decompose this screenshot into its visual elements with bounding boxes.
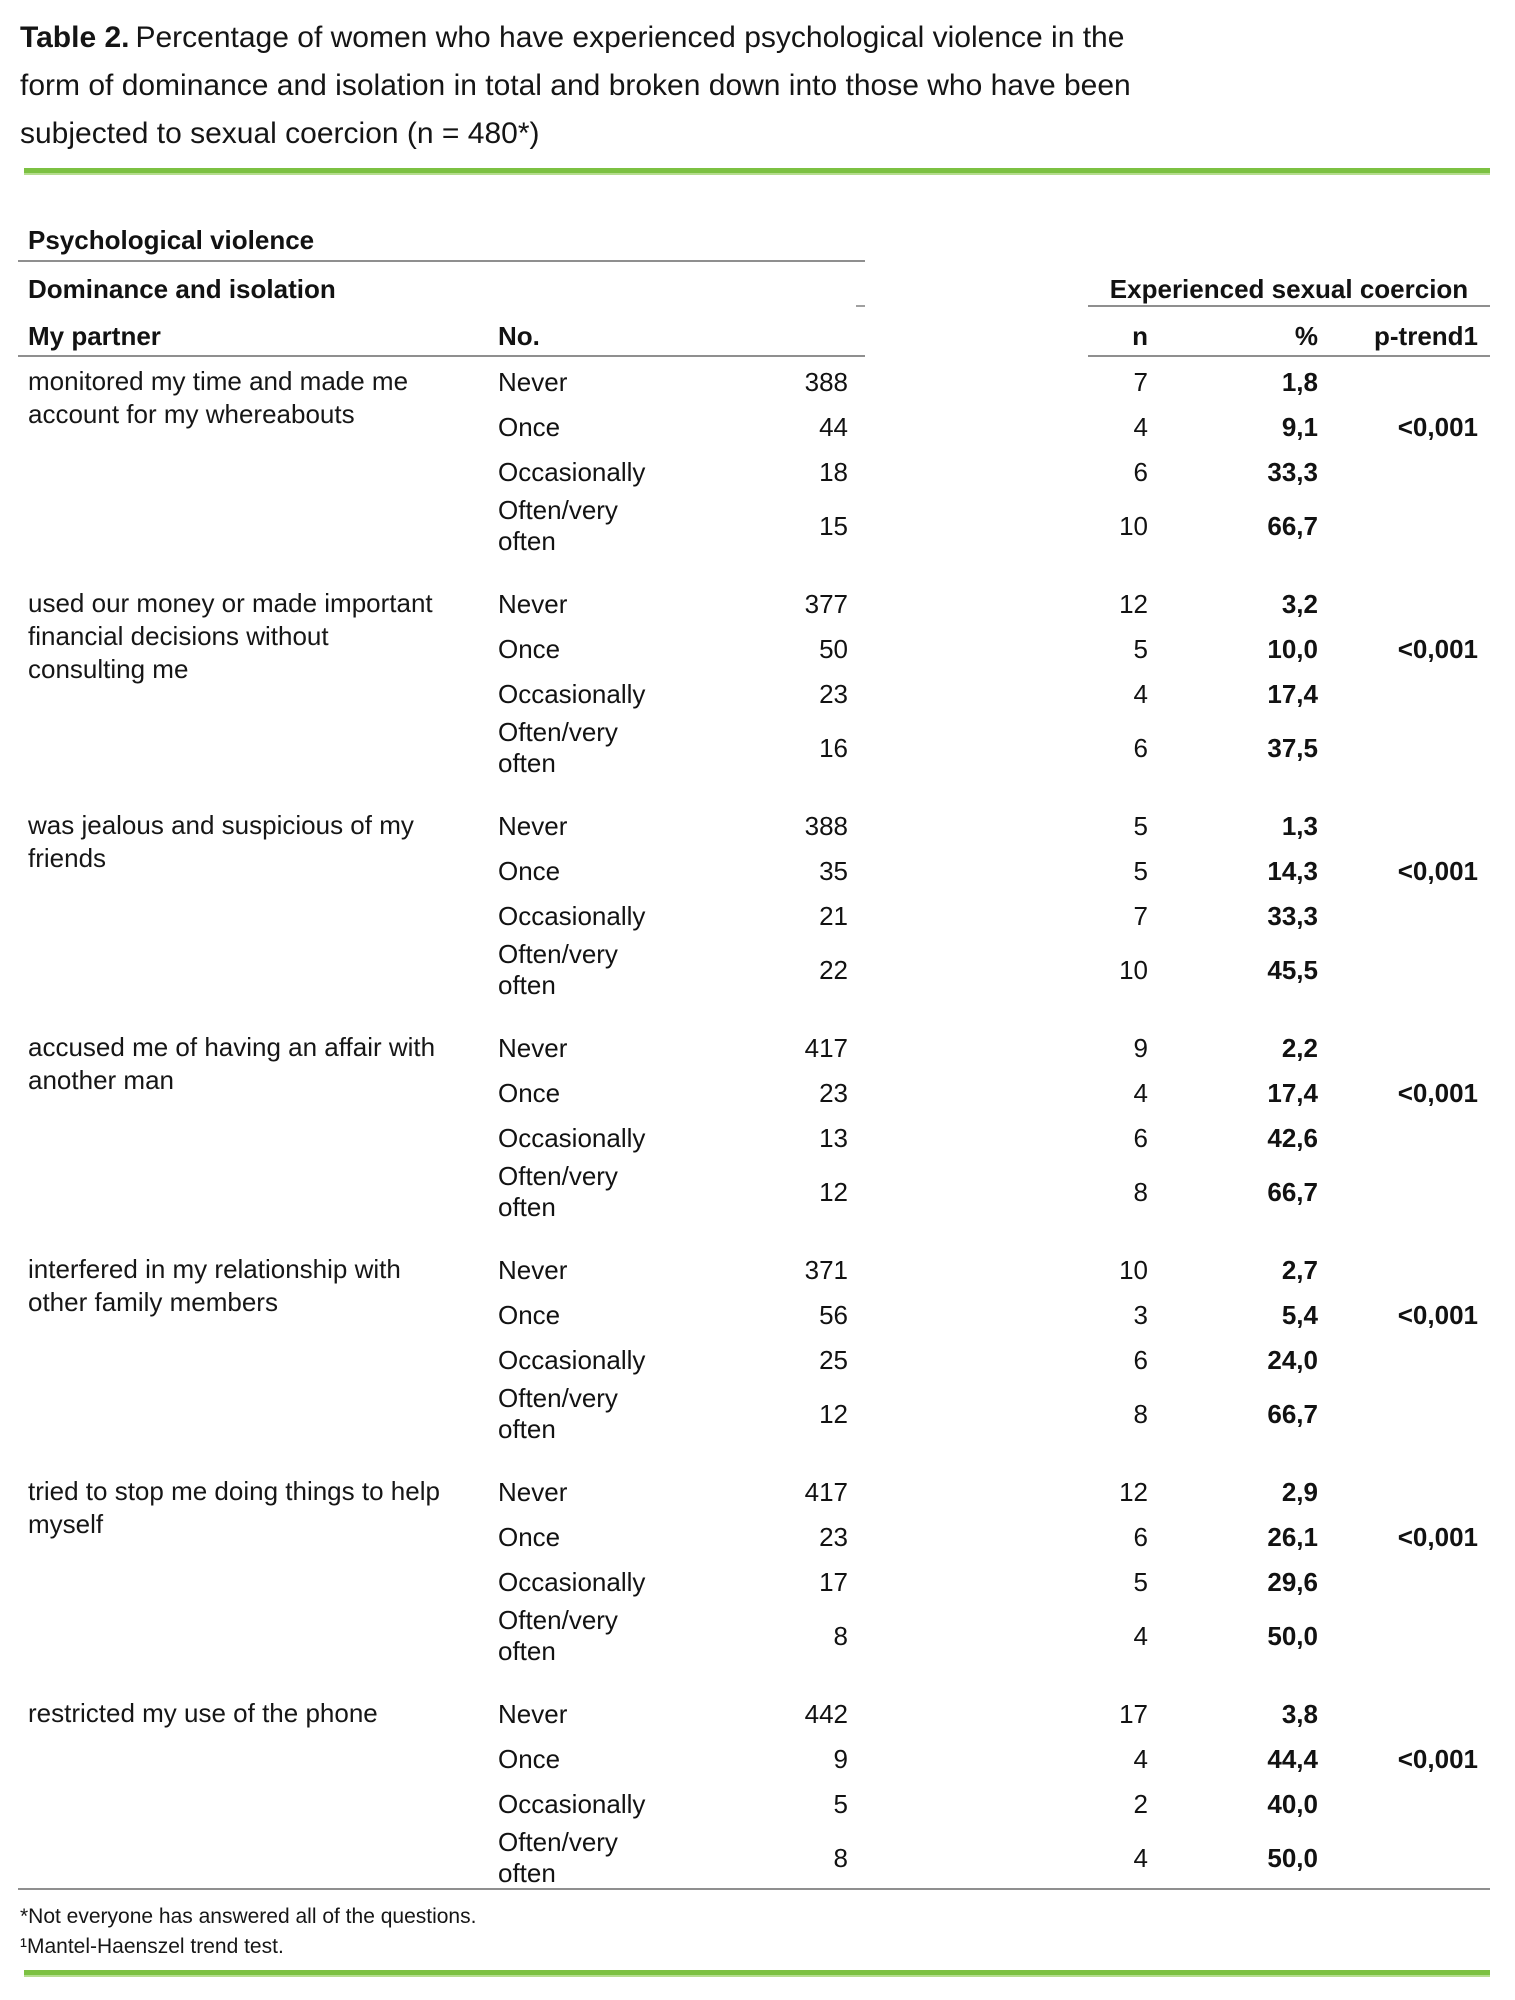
table-caption-line-1 <box>20 14 1491 62</box>
frequency-row <box>498 1071 1515 1116</box>
coercion-n: 10 <box>1119 510 1148 541</box>
respondent-count: 377 <box>804 589 848 619</box>
stray-mark <box>856 305 865 307</box>
frequency-row <box>498 495 1515 556</box>
frequency-label: Never <box>498 1477 568 1507</box>
frequency-row <box>498 717 1515 778</box>
frequency-row <box>498 1470 1515 1515</box>
coercion-n: 4 <box>1133 1744 1148 1774</box>
frequency-label: Occasionally <box>498 679 646 709</box>
table-number: Table 2. <box>20 21 130 54</box>
respondent-count: 23 <box>819 1522 848 1552</box>
coercion-n: 8 <box>1133 1398 1148 1429</box>
coercion-n: 6 <box>1133 1522 1148 1552</box>
coercion-percent: 10,0 <box>1267 634 1318 664</box>
bottom-accent-rule <box>24 1970 1490 1977</box>
coercion-n: 4 <box>1133 412 1148 442</box>
column-header-partner: My partner <box>28 321 161 351</box>
partner-behavior-line: account for my whereabouts <box>28 399 355 429</box>
respondent-count: 417 <box>804 1477 848 1507</box>
frequency-label: Often/very often <box>498 1383 618 1444</box>
frequency-rows <box>498 360 1515 556</box>
frequency-row <box>498 939 1515 1000</box>
respondent-count: 21 <box>819 901 848 931</box>
coercion-percent: 66,7 <box>1267 510 1318 541</box>
table-caption <box>0 0 1515 158</box>
coercion-percent: 50,0 <box>1267 1620 1318 1651</box>
partner-behavior-label <box>28 1026 498 1206</box>
table-caption-line-2: form of dominance and isolation in total and broken down into those who have been <box>20 69 1131 102</box>
footnotes <box>20 1902 1515 1962</box>
p-trend-value: <0,001 <box>1397 1522 1478 1552</box>
frequency-row <box>498 1293 1515 1338</box>
respondent-count: 12 <box>819 1398 848 1429</box>
respondent-count: 8 <box>833 1842 848 1873</box>
respondent-count: 388 <box>804 811 848 841</box>
coercion-n: 4 <box>1133 1620 1148 1651</box>
coercion-percent: 26,1 <box>1267 1522 1318 1552</box>
table-caption-line-3: subjected to sexual coercion (n = 480*) <box>20 117 540 150</box>
respondent-count: 12 <box>819 1176 848 1207</box>
frequency-label: Often/very often <box>498 1161 618 1222</box>
coercion-percent: 66,7 <box>1267 1176 1318 1207</box>
coercion-percent: 1,8 <box>1281 367 1318 397</box>
frequency-row <box>498 450 1515 495</box>
subheader-row <box>0 276 1515 303</box>
section-header: Psychological violence <box>28 225 315 255</box>
coercion-percent: 42,6 <box>1267 1123 1318 1153</box>
partner-behavior-label <box>28 1692 498 1872</box>
frequency-row <box>498 1116 1515 1161</box>
coercion-percent: 24,0 <box>1267 1345 1318 1375</box>
frequency-label: Often/very often <box>498 495 618 556</box>
coercion-n: 6 <box>1133 732 1148 763</box>
coercion-n: 7 <box>1133 901 1148 931</box>
frequency-row <box>498 1026 1515 1071</box>
p-trend-value: <0,001 <box>1397 634 1478 664</box>
partner-behavior-label <box>28 804 498 984</box>
respondent-count: 9 <box>833 1744 848 1774</box>
coercion-n: 6 <box>1133 457 1148 487</box>
respondent-count: 417 <box>804 1033 848 1063</box>
top-accent-rule <box>24 168 1490 175</box>
coercion-n: 6 <box>1133 1345 1148 1375</box>
frequency-row <box>498 1692 1515 1737</box>
coercion-n: 12 <box>1119 589 1148 619</box>
respondent-count: 50 <box>819 634 848 664</box>
coercion-n: 4 <box>1133 1078 1148 1108</box>
behavior-group <box>0 1470 1515 1666</box>
partner-behavior-line: restricted my use of the phone <box>28 1698 378 1728</box>
coercion-n: 7 <box>1133 367 1148 397</box>
frequency-row <box>498 627 1515 672</box>
dominance-isolation-header: Dominance and isolation <box>28 274 336 304</box>
frequency-label: Occasionally <box>498 457 646 487</box>
coercion-percent: 37,5 <box>1267 732 1318 763</box>
respondent-count: 17 <box>819 1567 848 1597</box>
behavior-group <box>0 582 1515 778</box>
respondent-count: 22 <box>819 954 848 985</box>
coercion-percent: 1,3 <box>1281 811 1318 841</box>
frequency-label: Once <box>498 412 561 442</box>
frequency-row <box>498 1161 1515 1222</box>
partner-behavior-line: tried to stop me doing things to help <box>28 1476 440 1506</box>
frequency-label: Once <box>498 856 561 886</box>
respondent-count: 388 <box>804 367 848 397</box>
frequency-label: Often/very often <box>498 1605 618 1666</box>
frequency-row <box>498 849 1515 894</box>
p-trend-value: <0,001 <box>1397 1078 1478 1108</box>
section-header-rule <box>18 260 865 262</box>
partner-behavior-label <box>28 1470 498 1650</box>
coercion-header-rule-row <box>0 305 1515 307</box>
frequency-label: Never <box>498 1033 568 1063</box>
partner-behavior-line: other family members <box>28 1287 278 1317</box>
coercion-n: 5 <box>1133 1567 1148 1597</box>
frequency-label: Often/very often <box>498 939 618 1000</box>
frequency-label: Once <box>498 1078 561 1108</box>
coercion-n: 6 <box>1133 1123 1148 1153</box>
coercion-percent: 29,6 <box>1267 1567 1318 1597</box>
frequency-label: Once <box>498 634 561 664</box>
table-caption-text-1: Percentage of women who have experienced psychological violence in the <box>135 21 1125 54</box>
coercion-n: 10 <box>1119 1255 1148 1285</box>
column-header-rule-row <box>0 355 1515 357</box>
frequency-rows <box>498 1026 1515 1222</box>
frequency-label: Often/very often <box>498 717 618 778</box>
frequency-rows <box>498 1248 1515 1444</box>
coercion-percent: 17,4 <box>1267 679 1318 709</box>
frequency-row <box>498 1515 1515 1560</box>
coercion-n: 5 <box>1133 811 1148 841</box>
coercion-n: 8 <box>1133 1176 1148 1207</box>
frequency-label: Occasionally <box>498 1789 646 1819</box>
respondent-count: 56 <box>819 1300 848 1330</box>
frequency-label: Once <box>498 1744 561 1774</box>
frequency-label: Never <box>498 1255 568 1285</box>
frequency-label: Once <box>498 1300 561 1330</box>
coercion-percent: 3,8 <box>1281 1699 1318 1729</box>
coercion-n: 9 <box>1133 1033 1148 1063</box>
column-header-percent: % <box>1294 321 1318 351</box>
respondent-count: 5 <box>833 1789 848 1819</box>
coercion-n: 2 <box>1133 1789 1148 1819</box>
partner-behavior-label <box>28 582 498 762</box>
frequency-label: Occasionally <box>498 901 646 931</box>
partner-behavior-line: used our money or made important <box>28 588 433 618</box>
frequency-rows <box>498 582 1515 778</box>
coercion-n: 10 <box>1119 954 1148 985</box>
frequency-row <box>498 1338 1515 1383</box>
coercion-percent: 2,7 <box>1281 1255 1318 1285</box>
coercion-n: 5 <box>1133 634 1148 664</box>
coercion-percent: 14,3 <box>1267 856 1318 886</box>
table-body <box>0 360 1515 1888</box>
coercion-n: 5 <box>1133 856 1148 886</box>
column-header-n: n <box>1132 321 1148 351</box>
frequency-row <box>498 894 1515 939</box>
coercion-percent: 33,3 <box>1267 457 1318 487</box>
coercion-percent: 3,2 <box>1281 589 1318 619</box>
coercion-n: 4 <box>1133 679 1148 709</box>
frequency-row <box>498 1248 1515 1293</box>
respondent-count: 18 <box>819 457 848 487</box>
coercion-n: 4 <box>1133 1842 1148 1873</box>
frequency-label: Occasionally <box>498 1123 646 1153</box>
coercion-n: 12 <box>1119 1477 1148 1507</box>
respondent-count: 16 <box>819 732 848 763</box>
frequency-row <box>498 1560 1515 1605</box>
frequency-label: Never <box>498 589 568 619</box>
coercion-n: 17 <box>1119 1699 1148 1729</box>
partner-behavior-line: interfered in my relationship with <box>28 1254 401 1284</box>
frequency-row <box>498 804 1515 849</box>
coercion-percent: 50,0 <box>1267 1842 1318 1873</box>
coercion-percent: 5,4 <box>1281 1300 1318 1330</box>
sexual-coercion-header: Experienced sexual coercion <box>1109 274 1469 304</box>
frequency-label: Never <box>498 1699 568 1729</box>
coercion-percent: 40,0 <box>1267 1789 1318 1819</box>
behavior-group <box>0 360 1515 556</box>
behavior-group <box>0 1248 1515 1444</box>
p-trend-value: <0,001 <box>1397 412 1478 442</box>
frequency-row <box>498 672 1515 717</box>
coercion-percent: 2,2 <box>1281 1033 1318 1063</box>
column-header-p-trend: p-trend1 <box>1374 321 1478 351</box>
frequency-label: Never <box>498 811 568 841</box>
partner-behavior-line: consulting me <box>28 654 189 684</box>
table-bottom-rule <box>18 1888 1490 1890</box>
column-header-rule-left <box>18 355 865 357</box>
p-trend-value: <0,001 <box>1397 1744 1478 1774</box>
coercion-percent: 44,4 <box>1267 1744 1318 1774</box>
partner-behavior-line: was jealous and suspicious of my <box>28 810 414 840</box>
frequency-row <box>498 405 1515 450</box>
behavior-group <box>0 804 1515 1000</box>
column-header-rule-right <box>1088 355 1490 357</box>
frequency-label: Occasionally <box>498 1567 646 1597</box>
partner-behavior-line: financial decisions without <box>28 621 329 651</box>
frequency-label: Once <box>498 1522 561 1552</box>
respondent-count: 23 <box>819 679 848 709</box>
p-trend-value: <0,001 <box>1397 856 1478 886</box>
respondent-count: 44 <box>819 412 848 442</box>
coercion-percent: 33,3 <box>1267 901 1318 931</box>
respondent-count: 15 <box>819 510 848 541</box>
partner-behavior-line: myself <box>28 1509 104 1539</box>
behavior-group <box>0 1692 1515 1888</box>
frequency-rows <box>498 1692 1515 1888</box>
coercion-percent: 9,1 <box>1281 412 1318 442</box>
respondent-count: 23 <box>819 1078 848 1108</box>
frequency-row <box>498 1605 1515 1666</box>
footnote-trend-test: ¹Mantel-Haenszel trend test. <box>20 1935 284 1958</box>
frequency-label: Never <box>498 367 568 397</box>
frequency-row <box>498 582 1515 627</box>
frequency-label: Occasionally <box>498 1345 646 1375</box>
partner-behavior-line: accused me of having an affair with <box>28 1032 436 1062</box>
partner-behavior-line: another man <box>28 1065 174 1095</box>
count-column-spacer <box>673 323 848 350</box>
column-header-frequency: No. <box>498 321 540 351</box>
coercion-percent: 2,9 <box>1281 1477 1318 1507</box>
respondent-count: 13 <box>819 1123 848 1153</box>
behavior-group <box>0 1026 1515 1222</box>
frequency-row <box>498 1383 1515 1444</box>
coercion-percent: 45,5 <box>1267 954 1318 985</box>
respondent-count: 8 <box>833 1620 848 1651</box>
footnote-asterisk: *Not everyone has answered all of the questions. <box>20 1905 477 1928</box>
frequency-rows <box>498 804 1515 1000</box>
frequency-row <box>498 360 1515 405</box>
frequency-row <box>498 1827 1515 1888</box>
partner-behavior-line: friends <box>28 843 107 873</box>
p-trend-value: <0,001 <box>1397 1300 1478 1330</box>
coercion-header-rule <box>1088 305 1490 307</box>
respondent-count: 371 <box>804 1255 848 1285</box>
respondent-count: 442 <box>804 1699 848 1729</box>
frequency-label: Often/very often <box>498 1827 618 1888</box>
coercion-n: 3 <box>1133 1300 1148 1330</box>
partner-behavior-label <box>28 1248 498 1428</box>
coercion-percent: 17,4 <box>1267 1078 1318 1108</box>
frequency-rows <box>498 1470 1515 1666</box>
partner-behavior-line: monitored my time and made me <box>28 366 409 396</box>
frequency-row <box>498 1782 1515 1827</box>
column-header-row <box>0 323 1515 350</box>
partner-behavior-label <box>28 360 498 540</box>
coercion-percent: 66,7 <box>1267 1398 1318 1429</box>
respondent-count: 35 <box>819 856 848 886</box>
respondent-count: 25 <box>819 1345 848 1375</box>
frequency-row <box>498 1737 1515 1782</box>
